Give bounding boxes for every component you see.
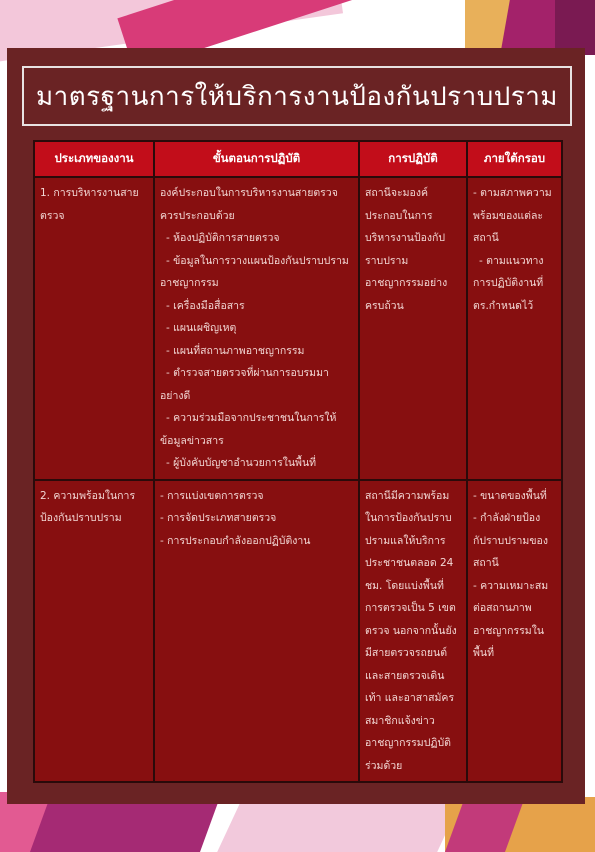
cell-line: - ขนาดของพื้นที่ xyxy=(473,489,547,502)
cell-line: - ความร่วมมือจากประชาชนในการให้ xyxy=(166,412,337,424)
page-title: มาตรฐานการให้บริการงานป้องกันปราบปราม xyxy=(36,81,558,112)
cell-framework xyxy=(467,177,562,480)
cell-line: เท้า และอาสาสมัคร xyxy=(365,692,455,704)
cell-line: ตรวจ นอกจากนั้นยัง xyxy=(365,624,457,637)
cell-line: การตรวจเป็น 5 เขต xyxy=(365,602,456,614)
title-frame xyxy=(22,66,572,126)
cell-line: การปฏิบัติงานที่ xyxy=(473,277,544,289)
cell-line: อาชญากรรมอย่าง xyxy=(365,277,448,289)
cell-line: 1. การบริหารงานสาย xyxy=(40,187,139,199)
cell-line: - ตามแนวทาง xyxy=(479,254,544,267)
cell-line: - ความเหมาะสม xyxy=(473,579,549,592)
decor-stripe xyxy=(30,797,220,852)
cell-line: - การแบ่งเขตการตรวจ xyxy=(160,489,264,502)
cell-practice xyxy=(359,480,467,783)
cell-line: - กำลังฝ่ายป้อง xyxy=(473,512,541,524)
table-header-row xyxy=(34,141,562,177)
table-row xyxy=(34,177,562,480)
cell-line: ตร.กำหนดไว้ xyxy=(473,299,534,312)
cell-line: ปรามแลให้บริการ xyxy=(365,534,446,547)
cell-line: ประกอบในการ xyxy=(365,209,433,222)
cell-line: - แผนที่สถานภาพอาชญากรรม xyxy=(166,344,305,357)
cell-procedure xyxy=(154,177,359,480)
cell-line: ในการป้องกันปราบ xyxy=(365,512,452,524)
cell-line: - เครื่องมือสื่อสาร xyxy=(166,299,245,312)
cell-line: 2. ความพร้อมในการ xyxy=(40,489,136,502)
header-framework: ภายใต้กรอบ xyxy=(467,141,562,177)
decor-stripe xyxy=(555,0,595,55)
standards-table xyxy=(33,140,563,783)
cell-framework xyxy=(467,480,562,783)
header-practice: การปฏิบัติ xyxy=(359,141,467,177)
cell-practice xyxy=(359,177,467,480)
cell-line: ป้องกันปราบปราม xyxy=(40,512,122,524)
cell-line: - ผู้บังคับบัญชาอำนวยการในพื้นที่ xyxy=(166,457,317,469)
cell-line: องค์ประกอบในการบริหารงานสายตรวจ xyxy=(160,187,338,199)
cell-line: ครบถ้วน xyxy=(365,299,404,312)
cell-line: บริหารงานป้องกัป xyxy=(365,232,446,244)
cell-line: อาชญากรรมปฏิบัติ xyxy=(365,737,451,749)
cell-line: ร่วมด้วย xyxy=(365,759,403,772)
cell-work-type xyxy=(34,177,154,480)
cell-work-type xyxy=(34,480,154,783)
cell-procedure xyxy=(154,480,359,783)
cell-line: ชม. โดยแบ่งพื้นที่ xyxy=(365,579,444,592)
header-work-type: ประเภทของงาน xyxy=(34,141,154,177)
cell-line: มีสายตรวจรถยนต์ xyxy=(365,647,448,659)
cell-line: กัปราบปรามของ xyxy=(473,534,548,547)
cell-line: สถานีจะมองค์ xyxy=(365,187,429,199)
cell-line: สมาชิกแจ้งข่าว xyxy=(365,714,435,727)
cell-line: - ตำรวจสายตรวจที่ผ่านการอบรมมา xyxy=(166,367,329,379)
cell-line: - ตามสภาพความ xyxy=(473,187,552,199)
cell-line: สถานี xyxy=(473,232,499,244)
cell-line: - แผนเผชิญเหตุ xyxy=(166,322,237,334)
cell-line: สถานี xyxy=(473,557,499,569)
cell-line: ต่อสถานภาพ xyxy=(473,602,532,614)
standards-table-wrap xyxy=(33,140,561,783)
cell-line: - ห้องปฏิบัติการสายตรวจ xyxy=(166,232,280,244)
cell-line: ราบปราม xyxy=(365,254,409,267)
cell-line: ตรวจ xyxy=(40,209,65,222)
cell-line: ประชาชนตลอด 24 xyxy=(365,557,454,569)
cell-line: และสายตรวจเดิน xyxy=(365,669,445,682)
cell-line: - การจัดประเภทสายตรวจ xyxy=(160,512,277,524)
decor-stripe xyxy=(217,797,463,852)
cell-line: ควรประกอบด้วย xyxy=(160,209,235,222)
cell-line: อย่างดี xyxy=(160,389,191,402)
cell-line: อาชญากรรม xyxy=(160,277,219,289)
cell-line: - ข้อมูลในการวางแผนป้องกันปราบปราม xyxy=(166,254,349,267)
cell-line: - การประกอบกำลังออกปฏิบัติงาน xyxy=(160,534,311,547)
cell-line: สถานีมีความพร้อม xyxy=(365,489,450,502)
cell-line: อาชญากรรมใน xyxy=(473,624,545,637)
cell-line: พร้อมของแต่ละ xyxy=(473,209,544,222)
table-row xyxy=(34,480,562,783)
cell-line: พื้นที่ xyxy=(473,647,495,659)
header-procedure: ขั้นตอนการปฏิบัติ xyxy=(154,141,359,177)
cell-line: ข้อมูลข่าวสาร xyxy=(160,434,224,447)
